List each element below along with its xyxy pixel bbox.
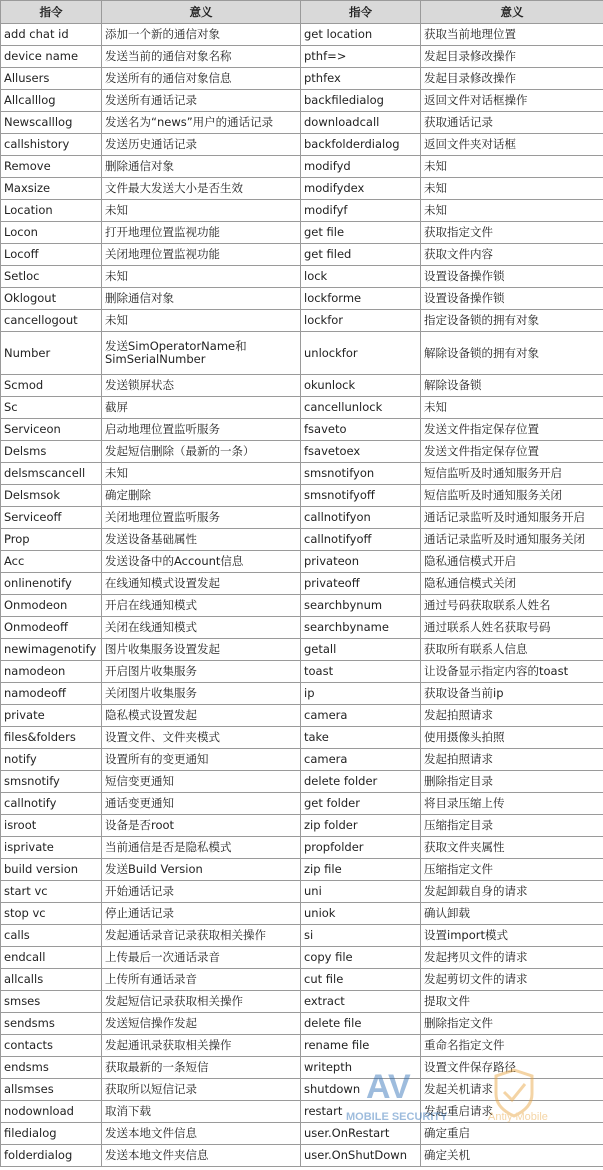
cell-command-2: fsavetoex (301, 441, 421, 463)
cell-command-1: Newscalllog (1, 112, 102, 134)
cell-meaning-2: 获取指定文件 (421, 222, 603, 244)
cell-command-1: isprivate (1, 837, 102, 859)
cell-meaning-1: 截屏 (102, 397, 301, 419)
cell-meaning-2: 未知 (421, 156, 603, 178)
cell-command-2: callnotifyoff (301, 529, 421, 551)
table-row (1, 90, 603, 112)
cell-command-2: camera (301, 705, 421, 727)
cell-meaning-2: 设置import模式 (421, 925, 603, 947)
cell-command-1: Allcalllog (1, 90, 102, 112)
cell-command-2: getall (301, 639, 421, 661)
cell-command-1: filedialog (1, 1123, 102, 1145)
cell-command-2: user.OnRestart (301, 1123, 421, 1145)
cell-command-1: Onmodeon (1, 595, 102, 617)
cell-command-2: delete folder (301, 771, 421, 793)
cell-command-1: callnotify (1, 793, 102, 815)
cell-meaning-2: 确定重启 (421, 1123, 603, 1145)
cell-meaning-1: 关闭地理位置监视功能 (102, 244, 301, 266)
table-row (1, 925, 603, 947)
table-row (1, 332, 603, 375)
cell-command-2: user.OnShutDown (301, 1145, 421, 1167)
cell-meaning-1: 未知 (102, 266, 301, 288)
cell-meaning-2: 通过联系人姓名获取号码 (421, 617, 603, 639)
cell-meaning-2: 重命名指定文件 (421, 1035, 603, 1057)
cell-command-1: Acc (1, 551, 102, 573)
cell-command-2: delete file (301, 1013, 421, 1035)
table-row (1, 837, 603, 859)
table-row (1, 595, 603, 617)
cell-meaning-2: 发送文件指定保存位置 (421, 419, 603, 441)
cell-meaning-2: 获取文件夹属性 (421, 837, 603, 859)
cell-command-1: stop vc (1, 903, 102, 925)
cell-command-2: zip file (301, 859, 421, 881)
cell-meaning-2: 发起重启请求 (421, 1101, 603, 1123)
cell-command-1: Number (1, 332, 102, 375)
cell-command-1: allcalls (1, 969, 102, 991)
table-row (1, 1013, 603, 1035)
cell-meaning-2: 隐私通信模式开启 (421, 551, 603, 573)
cell-command-2: downloadcall (301, 112, 421, 134)
cell-command-2: modifyf (301, 200, 421, 222)
cell-command-2: lockfor (301, 310, 421, 332)
table-row (1, 507, 603, 529)
cell-command-2: extract (301, 991, 421, 1013)
table-header (1, 1, 603, 24)
cell-command-1: smses (1, 991, 102, 1013)
cell-command-2: pthfex (301, 68, 421, 90)
cell-command-2: privateoff (301, 573, 421, 595)
table-row (1, 375, 603, 397)
cell-meaning-1: 发起短信删除（最新的一条） (102, 441, 301, 463)
cell-command-1: namodeon (1, 661, 102, 683)
cell-command-1: Locoff (1, 244, 102, 266)
cell-meaning-1: 通话变更通知 (102, 793, 301, 815)
cell-command-1: isroot (1, 815, 102, 837)
cell-command-1: Delsmsok (1, 485, 102, 507)
table-row (1, 1101, 603, 1123)
cell-command-2: fsaveto (301, 419, 421, 441)
cell-meaning-1: 添加一个新的通信对象 (102, 24, 301, 46)
cell-meaning-1: 获取所以短信记录 (102, 1079, 301, 1101)
table-row (1, 112, 603, 134)
table-row (1, 24, 603, 46)
cell-meaning-2: 隐私通信模式关闭 (421, 573, 603, 595)
cell-command-2: okunlock (301, 375, 421, 397)
cell-meaning-2: 确认卸载 (421, 903, 603, 925)
cell-command-2: zip folder (301, 815, 421, 837)
cell-meaning-1: 在线通知模式设置发起 (102, 573, 301, 595)
cell-meaning-1: 关闭图片收集服务 (102, 683, 301, 705)
cell-meaning-2: 设置设备操作锁 (421, 288, 603, 310)
table-row (1, 551, 603, 573)
table-row (1, 1057, 603, 1079)
table-row (1, 705, 603, 727)
table-row (1, 156, 603, 178)
cell-command-1: Location (1, 200, 102, 222)
cell-command-1: smsnotify (1, 771, 102, 793)
watermark-brand-2: Antiy Mobile (488, 1111, 548, 1123)
cell-command-2: lock (301, 266, 421, 288)
cell-command-1: Oklogout (1, 288, 102, 310)
table-row (1, 178, 603, 200)
cell-command-2: writepth (301, 1057, 421, 1079)
table-row (1, 46, 603, 68)
cell-meaning-1: 开启图片收集服务 (102, 661, 301, 683)
table-row (1, 683, 603, 705)
table-row (1, 200, 603, 222)
cell-command-2: modifyd (301, 156, 421, 178)
cell-command-2: uni (301, 881, 421, 903)
cell-meaning-2: 短信监听及时通知服务开启 (421, 463, 603, 485)
table-row (1, 1079, 603, 1101)
cell-meaning-1: 上传最后一次通话录音 (102, 947, 301, 969)
cell-meaning-1: 取消下载 (102, 1101, 301, 1123)
table-row (1, 397, 603, 419)
header-row (1, 1, 603, 24)
table-row (1, 947, 603, 969)
cell-command-1: Remove (1, 156, 102, 178)
table-row (1, 969, 603, 991)
cell-meaning-2: 返回文件夹对话框 (421, 134, 603, 156)
cell-meaning-2: 获取所有联系人信息 (421, 639, 603, 661)
cell-meaning-2: 使用摄像头拍照 (421, 727, 603, 749)
cell-command-2: get filed (301, 244, 421, 266)
cell-meaning-1: 发起通话录音记录获取相关操作 (102, 925, 301, 947)
cell-meaning-2: 发起目录修改操作 (421, 46, 603, 68)
cell-meaning-1: 设备是否root (102, 815, 301, 837)
table-row (1, 859, 603, 881)
cell-command-2: privateon (301, 551, 421, 573)
cell-meaning-1: 发送所有的通信对象信息 (102, 68, 301, 90)
cell-meaning-2: 发起拍照请求 (421, 749, 603, 771)
cell-command-1: cancellogout (1, 310, 102, 332)
cell-command-1: Setloc (1, 266, 102, 288)
cell-meaning-1: 发送历史通话记录 (102, 134, 301, 156)
table-row (1, 134, 603, 156)
header-command-1: 指令 (1, 1, 102, 24)
cell-command-1: files&folders (1, 727, 102, 749)
watermark-brand-1: AV (366, 1068, 411, 1106)
table-row (1, 573, 603, 595)
cell-command-2: searchbyname (301, 617, 421, 639)
table-body (1, 24, 603, 1167)
cell-meaning-1: 发送短信操作发起 (102, 1013, 301, 1035)
cell-meaning-1: 上传所有通话录音 (102, 969, 301, 991)
table-row (1, 529, 603, 551)
table-row (1, 815, 603, 837)
cell-meaning-1: 发送当前的通信对象名称 (102, 46, 301, 68)
cell-command-1: onlinenotify (1, 573, 102, 595)
header-meaning-1: 意义 (102, 1, 301, 24)
cell-command-2: pthf=> (301, 46, 421, 68)
cell-meaning-2: 获取设备当前ip (421, 683, 603, 705)
cell-command-1: Delsms (1, 441, 102, 463)
cell-command-2: take (301, 727, 421, 749)
cell-command-1: endsms (1, 1057, 102, 1079)
cell-meaning-1: 发送设备基础属性 (102, 529, 301, 551)
cell-command-2: modifydex (301, 178, 421, 200)
cell-command-2: shutdown (301, 1079, 421, 1101)
cell-command-1: folderdialog (1, 1145, 102, 1167)
cell-meaning-2: 通过号码获取联系人姓名 (421, 595, 603, 617)
table-row (1, 727, 603, 749)
cell-command-1: callshistory (1, 134, 102, 156)
cell-meaning-2: 删除指定文件 (421, 1013, 603, 1035)
cell-meaning-1: 未知 (102, 310, 301, 332)
table-row (1, 222, 603, 244)
cell-command-2: callnotifyon (301, 507, 421, 529)
cell-command-1: nodownload (1, 1101, 102, 1123)
table-row (1, 749, 603, 771)
cell-command-2: ip (301, 683, 421, 705)
table-row (1, 991, 603, 1013)
cell-command-1: delsmscancell (1, 463, 102, 485)
cell-meaning-1: 设置文件、文件夹模式 (102, 727, 301, 749)
cell-meaning-1: 未知 (102, 200, 301, 222)
cell-meaning-2: 发起关机请求 (421, 1079, 603, 1101)
cell-meaning-2: 通话记录监听及时通知服务开启 (421, 507, 603, 529)
cell-command-2: cancellunlock (301, 397, 421, 419)
cell-command-2: searchbynum (301, 595, 421, 617)
cell-meaning-1: 开启在线通知模式 (102, 595, 301, 617)
cell-meaning-2: 让设备显示指定内容的toast (421, 661, 603, 683)
cell-meaning-1: 发送本地文件信息 (102, 1123, 301, 1145)
table-row (1, 441, 603, 463)
cell-command-1: device name (1, 46, 102, 68)
cell-command-2: get file (301, 222, 421, 244)
cell-meaning-1: 关闭地理位置监听服务 (102, 507, 301, 529)
table-row (1, 771, 603, 793)
cell-meaning-2: 发起目录修改操作 (421, 68, 603, 90)
cell-meaning-1: 删除通信对象 (102, 156, 301, 178)
cell-meaning-1: 开始通话记录 (102, 881, 301, 903)
cell-command-2: uniok (301, 903, 421, 925)
cell-command-1: Serviceoff (1, 507, 102, 529)
cell-meaning-1: 获取最新的一条短信 (102, 1057, 301, 1079)
header-command-2: 指令 (301, 1, 421, 24)
cell-command-1: sendsms (1, 1013, 102, 1035)
cell-command-1: Allusers (1, 68, 102, 90)
cell-command-1: namodeoff (1, 683, 102, 705)
cell-meaning-1: 关闭在线通知模式 (102, 617, 301, 639)
cell-meaning-2: 指定设备锁的拥有对象 (421, 310, 603, 332)
cell-meaning-2: 获取文件内容 (421, 244, 603, 266)
table-row (1, 266, 603, 288)
cell-meaning-1: 删除通信对象 (102, 288, 301, 310)
cell-command-2: lockforme (301, 288, 421, 310)
cell-meaning-2: 未知 (421, 397, 603, 419)
table-row (1, 881, 603, 903)
cell-meaning-1: 未知 (102, 463, 301, 485)
table-row (1, 288, 603, 310)
table-row (1, 310, 603, 332)
cell-meaning-2: 获取通话记录 (421, 112, 603, 134)
cell-meaning-1: 文件最大发送大小是否生效 (102, 178, 301, 200)
cell-meaning-2: 删除指定目录 (421, 771, 603, 793)
cell-meaning-1: 短信变更通知 (102, 771, 301, 793)
cell-meaning-2: 确定关机 (421, 1145, 603, 1167)
cell-meaning-1: 停止通话记录 (102, 903, 301, 925)
cell-command-1: calls (1, 925, 102, 947)
table-row (1, 903, 603, 925)
cell-command-1: newimagenotify (1, 639, 102, 661)
cell-meaning-1: 发送锁屏状态 (102, 375, 301, 397)
cell-meaning-2: 未知 (421, 200, 603, 222)
cell-command-2: rename file (301, 1035, 421, 1057)
table-row (1, 419, 603, 441)
cell-command-1: build version (1, 859, 102, 881)
cell-meaning-1: 设置所有的变更通知 (102, 749, 301, 771)
cell-command-2: smsnotifyoff (301, 485, 421, 507)
cell-meaning-2: 设置设备操作锁 (421, 266, 603, 288)
cell-command-2: cut file (301, 969, 421, 991)
cell-command-2: smsnotifyon (301, 463, 421, 485)
cell-command-2: get folder (301, 793, 421, 815)
cell-command-1: Maxsize (1, 178, 102, 200)
table-row (1, 639, 603, 661)
cell-meaning-2: 解除设备锁 (421, 375, 603, 397)
cell-meaning-2: 设置文件保存路径 (421, 1057, 603, 1079)
table-row (1, 617, 603, 639)
table-row (1, 485, 603, 507)
cell-meaning-1: 发送本地文件夹信息 (102, 1145, 301, 1167)
cell-meaning-2: 提取文件 (421, 991, 603, 1013)
cell-command-1: Prop (1, 529, 102, 551)
cell-command-2: si (301, 925, 421, 947)
cell-meaning-2: 发起剪切文件的请求 (421, 969, 603, 991)
table-row (1, 793, 603, 815)
cell-command-1: Onmodeoff (1, 617, 102, 639)
header-meaning-2: 意义 (421, 1, 603, 24)
cell-meaning-2: 通话记录监听及时通知服务关闭 (421, 529, 603, 551)
cell-meaning-2: 发起卸载自身的请求 (421, 881, 603, 903)
cell-meaning-2: 发起拍照请求 (421, 705, 603, 727)
cell-command-2: get location (301, 24, 421, 46)
cell-meaning-2: 解除设备锁的拥有对象 (421, 332, 603, 375)
cell-command-1: private (1, 705, 102, 727)
cell-meaning-2: 发送文件指定保存位置 (421, 441, 603, 463)
cell-command-1: Scmod (1, 375, 102, 397)
cell-command-1: contacts (1, 1035, 102, 1057)
cell-meaning-1: 隐私模式设置发起 (102, 705, 301, 727)
cell-command-2: backfolderdialog (301, 134, 421, 156)
cell-meaning-1: 发送SimOperatorName和SimSerialNumber (102, 332, 301, 375)
cell-command-2: propfolder (301, 837, 421, 859)
cell-command-1: allsmses (1, 1079, 102, 1101)
cell-command-2: restart (301, 1101, 421, 1123)
cell-meaning-1: 发送设备中的Account信息 (102, 551, 301, 573)
cell-meaning-1: 发起短信记录获取相关操作 (102, 991, 301, 1013)
cell-meaning-1: 确定删除 (102, 485, 301, 507)
cell-meaning-1: 图片收集服务设置发起 (102, 639, 301, 661)
cell-command-1: start vc (1, 881, 102, 903)
cell-command-1: add chat id (1, 24, 102, 46)
cell-meaning-2: 获取当前地理位置 (421, 24, 603, 46)
cell-command-2: backfiledialog (301, 90, 421, 112)
cell-meaning-1: 发送名为“news”用户的通话记录 (102, 112, 301, 134)
table-row (1, 1123, 603, 1145)
cell-meaning-2: 未知 (421, 178, 603, 200)
table-row (1, 1145, 603, 1167)
cell-command-1: endcall (1, 947, 102, 969)
table-row (1, 661, 603, 683)
cell-meaning-2: 压缩指定目录 (421, 815, 603, 837)
cell-meaning-1: 发送Build Version (102, 859, 301, 881)
cell-command-1: Sc (1, 397, 102, 419)
table-row (1, 244, 603, 266)
cell-meaning-2: 压缩指定文件 (421, 859, 603, 881)
cell-command-2: copy file (301, 947, 421, 969)
cell-meaning-1: 发起通讯录获取相关操作 (102, 1035, 301, 1057)
cell-meaning-2: 短信监听及时通知服务关闭 (421, 485, 603, 507)
cell-command-2: toast (301, 661, 421, 683)
cell-command-2: unlockfor (301, 332, 421, 375)
table-row (1, 463, 603, 485)
cell-command-1: Locon (1, 222, 102, 244)
cell-command-1: notify (1, 749, 102, 771)
watermark-brand-1-sub: MOBILE SECURITY (346, 1111, 448, 1123)
cell-meaning-1: 启动地理位置监听服务 (102, 419, 301, 441)
table-row (1, 1035, 603, 1057)
cell-meaning-1: 发送所有通话记录 (102, 90, 301, 112)
table-row (1, 68, 603, 90)
cell-meaning-2: 返回文件对话框操作 (421, 90, 603, 112)
cell-meaning-2: 发起拷贝文件的请求 (421, 947, 603, 969)
cell-command-1: Serviceon (1, 419, 102, 441)
cell-meaning-1: 当前通信是否是隐私模式 (102, 837, 301, 859)
cell-command-2: camera (301, 749, 421, 771)
cell-meaning-1: 打开地理位置监视功能 (102, 222, 301, 244)
cell-meaning-2: 将目录压缩上传 (421, 793, 603, 815)
